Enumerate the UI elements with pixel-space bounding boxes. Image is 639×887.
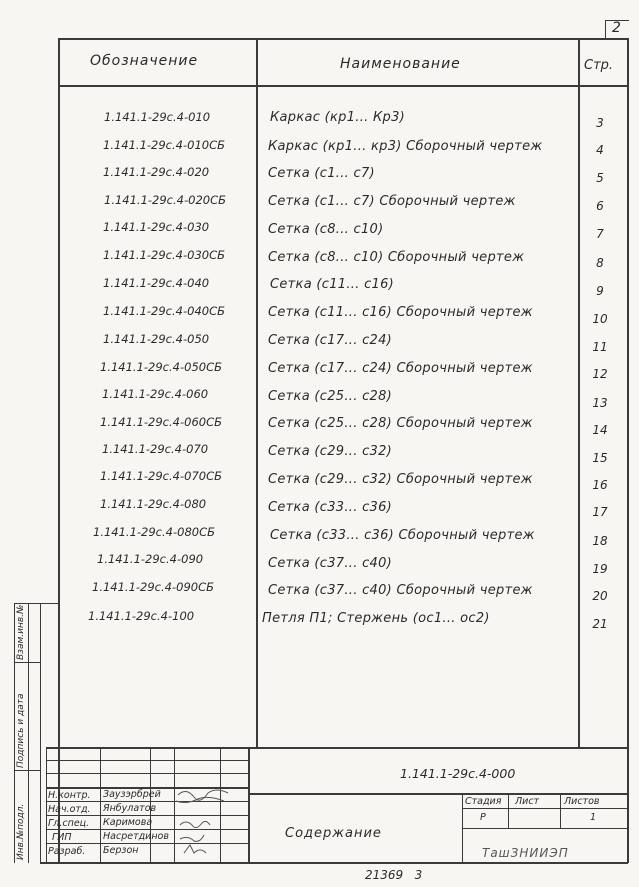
- row-name: Сетка (с37... с40) Сборочный чертеж: [268, 583, 533, 598]
- frame-right: [627, 38, 629, 863]
- row-name: Сетка (с33... с36) Сборочный чертеж: [270, 528, 535, 543]
- tb-left: [46, 747, 47, 863]
- sig-name: Берзон: [103, 845, 139, 856]
- row-page: 4: [596, 143, 604, 157]
- sig-name: Янбулатов: [103, 803, 157, 814]
- sig-name: Каримова: [103, 817, 153, 828]
- row-name: Сетка (с1... с7) Сборочный чертеж: [268, 194, 516, 209]
- row-code: 1.141.1-29с.4-050: [103, 332, 210, 346]
- sheets-value: 1: [590, 812, 597, 823]
- side-stamp-div1: [14, 662, 40, 663]
- row-page: 8: [596, 256, 604, 270]
- row-page: 19: [592, 562, 608, 576]
- side-stamp-inner: [28, 603, 29, 863]
- sig-role: ГИП: [52, 832, 72, 843]
- side-stamp-replace: Взам.инв.№: [16, 604, 26, 660]
- stage-label: Стадия: [465, 796, 502, 807]
- row-code: 1.141.1-29с.4-080: [100, 497, 207, 511]
- sig-role: Нач.отд.: [48, 804, 91, 815]
- frame-left: [58, 38, 60, 863]
- row-name: Сетка (с25... с28): [268, 389, 393, 404]
- row-name: Сетка (с8... с10): [268, 222, 384, 237]
- side-stamp-signature: Подпись и дата: [16, 693, 26, 768]
- row-name: Каркас (кр1... кр3) Сборочный чертеж: [268, 139, 543, 154]
- row-code: 1.141.1-29с.4-090: [97, 552, 204, 566]
- tb-top: [46, 747, 628, 749]
- side-stamp-div2: [14, 770, 40, 771]
- row-code: 1.141.1-29с.4-060СБ: [100, 415, 222, 429]
- row-page: 13: [592, 396, 608, 410]
- row-name: Сетка (с29... с32): [268, 444, 393, 459]
- row-page: 10: [592, 312, 608, 326]
- row-page: 20: [592, 589, 608, 603]
- side-stamp-right: [40, 603, 41, 863]
- row-name: Сетка (с33... с36): [268, 500, 393, 515]
- row-code: 1.141.1-29с.4-020: [103, 165, 210, 179]
- row-code: 1.141.1-29с.4-100: [88, 609, 195, 623]
- sheet-label: Лист: [515, 796, 540, 807]
- col-divider-2: [578, 38, 580, 748]
- row-name: Сетка (с17... с24): [268, 333, 393, 348]
- sheet-box-left: [605, 20, 606, 39]
- row-page: 17: [592, 505, 608, 519]
- frame-bottom: [40, 862, 628, 864]
- row-page: 18: [592, 534, 608, 548]
- footer-number: 21369 3: [365, 868, 423, 882]
- sig-role: Разраб.: [48, 846, 86, 857]
- row-page: 14: [592, 423, 608, 437]
- row-page: 9: [596, 284, 604, 298]
- row-code: 1.141.1-29с.4-060: [102, 387, 209, 401]
- stage-vert-3: [560, 793, 561, 829]
- header-name: Наименование: [340, 56, 461, 72]
- header-designation: Обозначение: [90, 53, 199, 69]
- row-code: 1.141.1-29с.4-090СБ: [92, 580, 214, 594]
- row-page: 3: [596, 116, 604, 130]
- row-page: 6: [596, 199, 604, 213]
- row-page: 21: [592, 617, 608, 631]
- sig-role: Гл.спец.: [48, 818, 90, 829]
- row-name: Сетка (с11... с16) Сборочный чертеж: [268, 305, 533, 320]
- row-code: 1.141.1-29с.4-010СБ: [103, 138, 225, 152]
- row-name: Сетка (с17... с24) Сборочный чертеж: [268, 361, 533, 376]
- row-code: 1.141.1-29с.4-040СБ: [103, 304, 225, 318]
- row-code: 1.141.1-29с.4-030СБ: [103, 248, 225, 262]
- row-code: 1.141.1-29с.4-010: [104, 110, 211, 124]
- row-name: Сетка (с1... с7): [268, 166, 375, 181]
- row-page: 15: [592, 451, 608, 465]
- row-code: 1.141.1-29с.4-070: [102, 442, 209, 456]
- row-code: 1.141.1-29с.4-080СБ: [93, 525, 215, 539]
- tb-row-1: [46, 760, 248, 761]
- row-page: 7: [596, 227, 604, 241]
- side-stamp-inv: Инв.№подл.: [16, 803, 26, 860]
- row-code: 1.141.1-29с.4-030: [103, 220, 210, 234]
- stage-row-2: [462, 828, 628, 829]
- side-stamp-left: [14, 603, 15, 863]
- tb-vert-1: [100, 747, 101, 863]
- row-name: Сетка (с37... с40): [268, 556, 393, 571]
- frame-top: [58, 38, 628, 40]
- row-code: 1.141.1-29с.4-050СБ: [100, 360, 222, 374]
- tb-row-2: [46, 773, 248, 774]
- header-page: Стр.: [584, 58, 614, 73]
- row-page: 12: [592, 367, 608, 381]
- row-code: 1.141.1-29с.4-040: [103, 276, 210, 290]
- row-name: Сетка (с25... с28) Сборочный чертеж: [268, 416, 533, 431]
- row-page: 11: [592, 340, 608, 354]
- sig-role: Н.контр.: [48, 790, 91, 801]
- document-code: 1.141.1-29с.4-000: [400, 766, 516, 781]
- organization: ТашЗНИИЭП: [482, 846, 569, 860]
- document-title: Содержание: [285, 826, 382, 841]
- col-divider-1: [256, 38, 258, 748]
- row-page: 16: [592, 478, 608, 492]
- signature-scribbles: [170, 785, 250, 865]
- row-page: 5: [596, 171, 604, 185]
- sig-name: Насретдинов: [103, 831, 169, 842]
- row-code: 1.141.1-29с.4-020СБ: [104, 193, 226, 207]
- sheet-number: 2: [612, 20, 621, 36]
- stage-value: Р: [480, 812, 486, 823]
- stage-vert-2: [508, 793, 509, 829]
- stage-row-1: [462, 808, 628, 809]
- sig-name: Заузэрбрей: [103, 789, 161, 800]
- row-name: Петля П1; Стержень (ос1... ос2): [262, 611, 490, 626]
- row-name: Сетка (с29... с32) Сборочный чертеж: [268, 472, 533, 487]
- row-code: 1.141.1-29с.4-070СБ: [100, 469, 222, 483]
- row-name: Сетка (с8... с10) Сборочный чертеж: [268, 250, 525, 265]
- tb-mid: [248, 793, 628, 795]
- header-divider: [58, 85, 628, 87]
- row-name: Каркас (кр1... Кр3): [270, 110, 406, 125]
- row-name: Сетка (с11... с16): [270, 277, 395, 292]
- sheets-label: Листов: [564, 796, 600, 807]
